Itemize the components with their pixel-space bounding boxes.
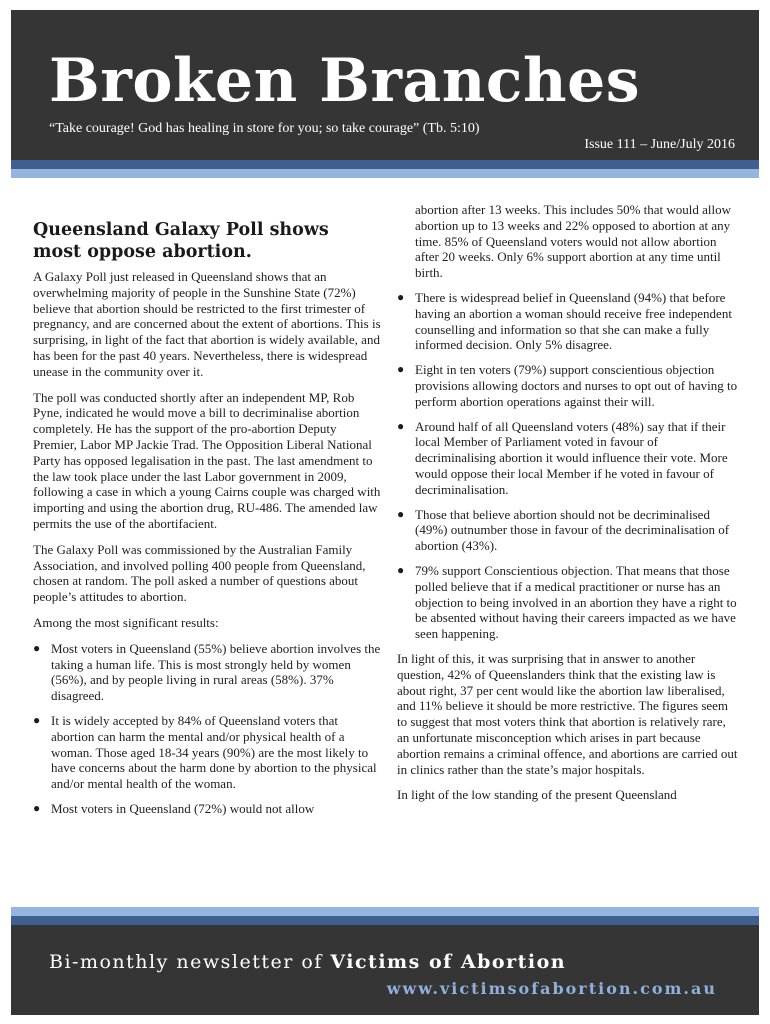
list-item-text: Those that believe abortion should not be decriminalised (49%) outnumber those in favour of the decriminalisation of abortion (43%). [415, 506, 730, 554]
results-list-continued [397, 290, 741, 642]
paragraph: In light of this, it was surprising that in answer to another question, 42% of Queenslanders think that the existing law is about right, 37 per cent would like the abortion law liberalised, and 11% believe it should be more restrictive. The figures seem to suggest that most voters think that abortion is relatively rare, an unfortunate misconception which arises in part because abortion remains a criminal offence, and abortions are carried out in clinics rather than the state’s major hospitals. [397, 650, 738, 777]
header-stripe-light [11, 169, 759, 178]
masthead [11, 10, 759, 160]
list-item [33, 801, 381, 817]
bullet-icon: ● [33, 640, 41, 655]
list-item [397, 290, 741, 353]
bullet-icon: ● [397, 506, 405, 521]
footer-stripe-gap [11, 925, 759, 933]
right-column [397, 202, 741, 813]
scripture-motto: “Take courage! God has healing in store for you; so take courage” (Tb. 5:10) [49, 121, 480, 136]
bullet-icon: ● [397, 289, 405, 304]
results-list [33, 641, 381, 817]
list-item-text: It is widely accepted by 84% of Queensland voters that abortion can harm the mental and/or physical health of a woman. Those aged 18-34 years (90%) are the most likely to have concerns about the harm done by abortion to the physical and/or mental health of the woman. [51, 712, 377, 792]
paragraph: Among the most significant results: [33, 614, 219, 630]
paragraph: The poll was conducted shortly after an independent MP, Rob Pyne, indicated he would move a bill to decriminalise abortion completely. He has the support of the pro-abortion Deputy Premier, Labor MP Jackie Trad. The Opposition Liberal National Party has opposed legalisation in the past. The last amendment to the law took place under the last Labor government in 2009, following a case in which a young Cairns couple was charged with importing and using the abortion drug, RU-486. The amended law permits the use of the abortifacient. [33, 389, 381, 531]
bullet-icon: ● [397, 418, 405, 433]
list-item-text: Most voters in Queensland (72%) would not allow [51, 800, 315, 816]
header-stripe-dark [11, 160, 759, 169]
issue-label: Issue 111 – June/July 2016 [584, 137, 735, 152]
bullet-icon: ● [397, 362, 405, 377]
footer-stripe-light [11, 907, 759, 916]
list-item-text: There is widespread belief in Queensland (94%) that before having an abortion a woman should receive free independent counselling and information so that she can make a fully informed decision. Only 5% disagree. [415, 289, 732, 353]
left-column [33, 219, 381, 826]
website-link[interactable]: www.victimsofabortion.com.au [386, 979, 717, 998]
paragraph: A Galaxy Poll just released in Queensland shows that an overwhelming majority of people in the Sunshine State (72%) believe that abortion should be restricted to the first trimester of pregnancy, and are concerned about the extent of abortions. This is surprising, in light of the fact that abortion is widely available, and has been for the past 40 years. Nevertheless, there is widespread unease in the community over it. [33, 269, 381, 379]
organization-name: Victims of Abortion [330, 951, 567, 973]
list-item [397, 419, 741, 498]
list-item [33, 641, 381, 704]
list-item-text: 79% support Conscientious objection. That means that those polled believe that if a medical practitioner or nurse has an objection to being involved in an abortion they have a right to be absented without having their careers impacted as we have seen happening. [415, 562, 737, 642]
paragraph: The Galaxy Poll was commissioned by the Australian Family Association, and involved polling 400 people from Queensland, chosen at random. The poll asked a number of questions about people’s attitudes to abortion. [33, 541, 366, 605]
footer-tagline [49, 951, 566, 973]
footer-stripe-dark [11, 916, 759, 925]
list-item-continuation: abortion after 13 weeks. This includes 50% that would allow abortion up to 13 weeks and 22% opposed to abortion at any time. 85% of Queensland voters would not allow abortion after 20 weeks. Only 6% support abortion at any time until birth. [415, 202, 732, 281]
bullet-icon: ● [33, 712, 41, 727]
list-item-text: Eight in ten voters (79%) support conscientious objection provisions allowing doctors and nurses to opt out of having to perform abortion operations against their will. [415, 362, 738, 409]
bullet-icon: ● [397, 562, 405, 577]
newsletter-title: Broken Branches [49, 46, 641, 116]
list-item-text: Most voters in Queensland (55%) believe abortion involves the taking a human life. This is most strongly held by women (56%), and by people living in rural areas (58%). 37% disagreed. [51, 640, 381, 704]
list-item [397, 362, 741, 409]
footer [11, 933, 759, 1015]
list-item [397, 507, 741, 554]
footer-prefix: Bi-monthly newsletter of [49, 951, 331, 973]
paragraph: In light of the low standing of the present Queensland [397, 787, 677, 803]
bullet-icon: ● [33, 800, 41, 815]
list-item-text: Around half of all Queensland voters (48%) say that if their local Member of Parliament voted in favour of decriminalising abortion it would influence their vote. More would oppose their local Member if he voted in favour of decriminalisation. [415, 418, 728, 497]
list-item [397, 563, 741, 642]
list-item [33, 713, 381, 792]
article-headline: Queensland Galaxy Poll shows most oppose abortion. [33, 220, 329, 262]
